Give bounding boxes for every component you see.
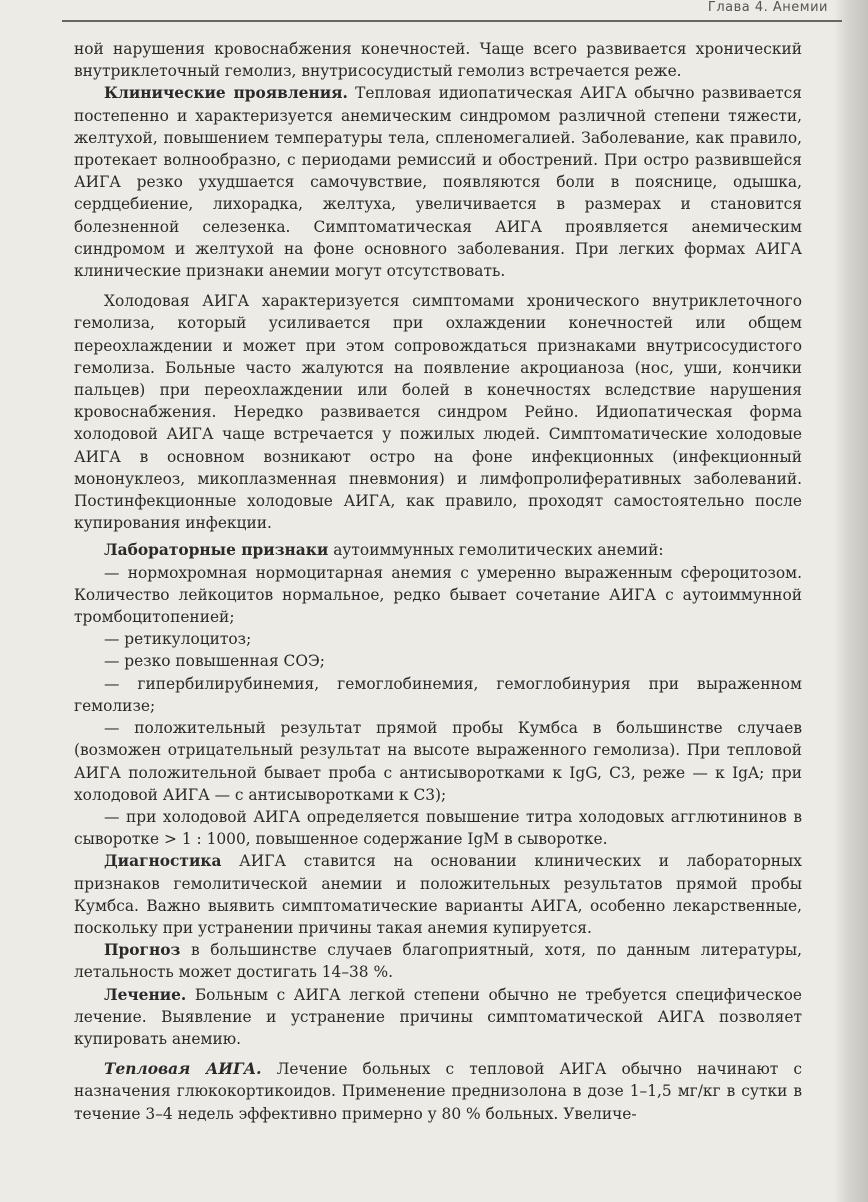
- list-item: — гипербилирубинемия, гемоглобинемия, гемоглобинурия при выраженном гемолизе;: [74, 674, 802, 715]
- paragraph-clinical: Клинические проявления. Тепловая идиопатическая АИГА обычно развивается постепенно и характеризуется анемическим синдромом различной степени тяжести, желтухой, повышением температуры тела, спленомегалией. Заболевание, как правило, протекает волнообразно, с периодами ремиссий и обострений. При остро развившейся АИГА резко ухудшается самочувствие, появляются боли в пояснице, одышка, сердцебиение, лихорадка, желтуха, увеличивается в размерах и становится болезненной селезенка. Симптоматическая АИГА проявляется анемическим синдромом и желтухой на фоне основного заболевания. При легких формах АИГА клинические признаки анемии могут отсутствовать.: [74, 84, 802, 281]
- list-item: — нормохромная нормоцитарная анемия с умеренно выраженным сфероцитозом. Количество лейкоцитов нормальное, редко бывает сочетание АИГА с аутоиммунной тромбоцитопенией;: [74, 563, 802, 627]
- paragraph-cold-aiha: Холодовая АИГА характеризуется симптомами хронического внутриклеточного гемолиза, который усиливается при охлаждении конечностей или общем переохлаждении и может при этом сопровождаться признаками внутрисосудистого гемолиза. Больные часто жалуются на появление акроцианоза (нос, уши, кончики пальцев) при переохлаждении или болей в конечностях вследствие нарушения кровоснабжения. Нередко развивается синдром Рейно. Идиопатическая форма холодовой АИГА чаще встречается у пожилых людей. Симптоматические холодовые АИГА в основном возникают остро на фоне инфекционных (инфекционный мононуклеоз, микоплазменная пневмония) и лимфопролиферативных заболеваний. Постинфекционные холодовые АИГА, как правило, проходят самостоятельно после купирования инфекции.: [74, 292, 802, 533]
- paragraph-prognosis: Прогноз в большинстве случаев благоприятный, хотя, по данным литературы, летальность может достигать 14–38 %.: [74, 941, 802, 982]
- body-text: [74, 38, 802, 1130]
- heading-treatment: Лечение.: [104, 985, 187, 1004]
- heading-prognosis: Прогноз: [104, 941, 181, 960]
- paragraph-diagnosis: Диагностика АИГА ставится на основании клинических и лабораторных признаков гемолитической анемии и положительных результатов прямой пробы Кумбса. Важно выявить симптоматические варианты АИГА, особенно лекарственные, поскольку при устранении причины такая анемия купируется.: [74, 852, 802, 937]
- heading-diagnosis: Диагностика: [104, 852, 222, 871]
- page-edge-shadow: [834, 0, 868, 1202]
- list-item: — ретикулоцитоз;: [104, 630, 252, 649]
- paragraph-lab: Лабораторные признаки аутоиммунных гемолитических анемий:: [104, 541, 664, 560]
- heading-lab: Лабораторные признаки: [104, 541, 329, 560]
- list-item: — резко повышенная СОЭ;: [104, 652, 325, 671]
- running-title: Глава 4. Анемии: [707, 0, 828, 15]
- header-rule: [62, 20, 842, 22]
- paragraph-continuation: ной нарушения кровоснабжения конечностей. Чаще всего развивается хронический внутриклеточный гемолиз, внутрисосудистый гемолиз встречается реже.: [74, 40, 802, 81]
- heading-warm-aiha: Тепловая АИГА.: [104, 1060, 262, 1079]
- paragraph-warm-aiha: Тепловая АИГА. Лечение больных с тепловой АИГА обычно начинают с назначения глюкокортикоидов. Применение преднизолона в дозе 1–1,5 мг/кг в сутки в течение 3–4 недель эффективно примерно у 80 % больных. Увеличе-: [74, 1060, 803, 1123]
- list-item: — при холодовой АИГА определяется повышение титра холодовых агглютининов в сыворотке > 1 : 1000, повышенное содержание IgM в сыворотке.: [74, 807, 802, 849]
- heading-clinical: Клинические проявления.: [104, 84, 348, 103]
- paragraph-treatment: Лечение. Больным с АИГА легкой степени обычно не требуется специфическое лечение. Выявление и устранение причины симптоматической АИГА позволяет купировать анемию.: [74, 985, 802, 1048]
- list-item: — положительный результат прямой пробы Кумбса в большинстве случаев (возможен отрицательный результат на высоте выраженного гемолиза). При тепловой АИГА положительной бывает проба с антисыворотками к IgG, C3, реже — к IgA; при холодовой АИГА — с антисыворотками к C3);: [74, 719, 802, 804]
